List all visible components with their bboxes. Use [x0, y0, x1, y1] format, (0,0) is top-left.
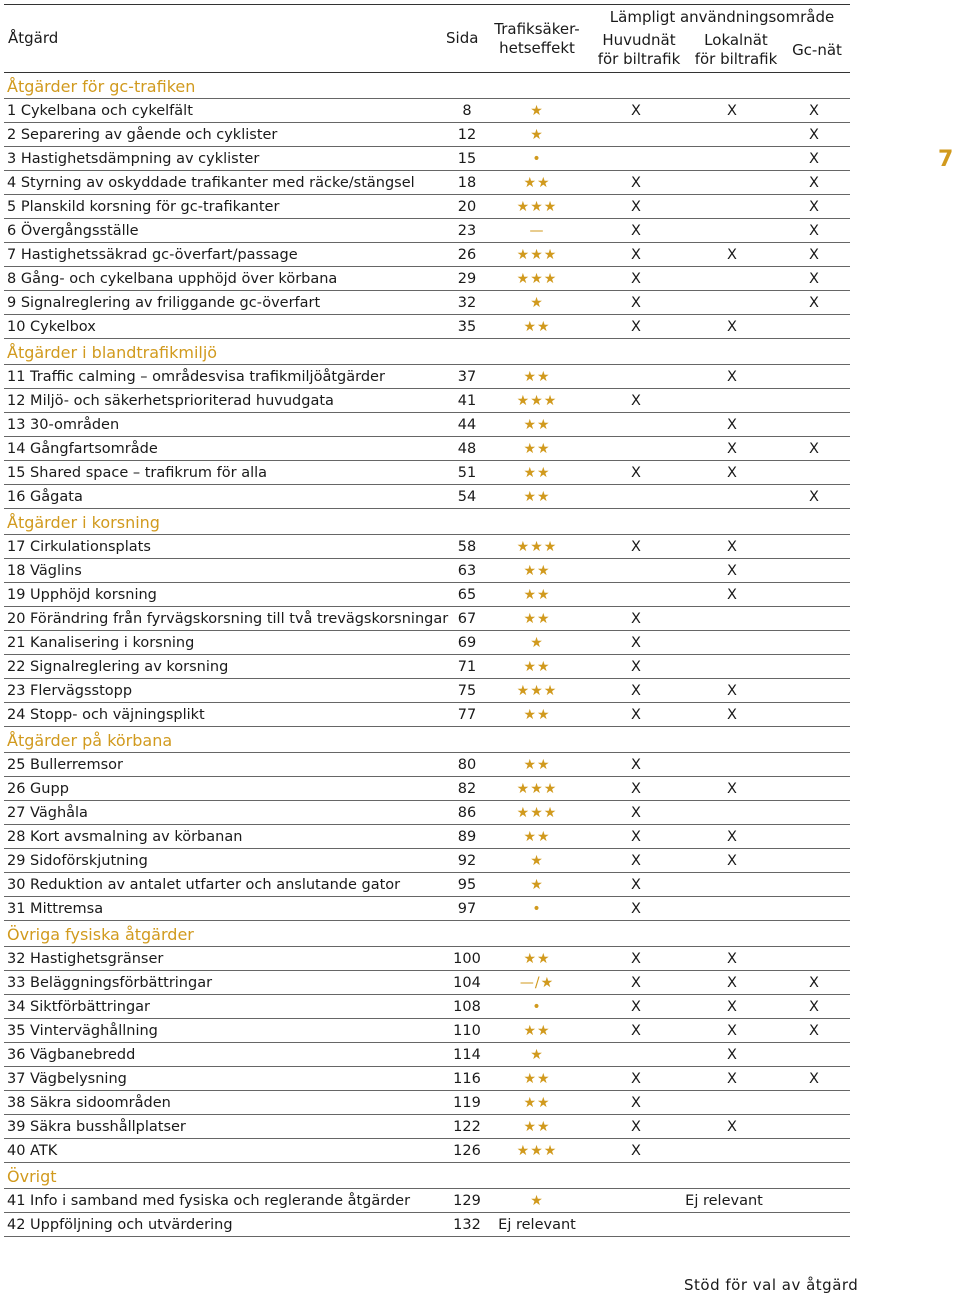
header-effekt-line2: hetseffekt — [499, 39, 575, 57]
measure-name: 33 Beläggningsförbättringar — [7, 975, 213, 991]
safety-effect-rating: ★★★ — [516, 1143, 558, 1159]
measure-name: 17 Cirkulationsplats — [7, 539, 151, 555]
page-number: 29 — [457, 271, 477, 287]
header-huvud-line2: för biltrafik — [597, 50, 681, 68]
table-row — [4, 267, 850, 291]
lokalnat-mark: X — [727, 1071, 737, 1087]
huvudnat-mark: X — [631, 853, 641, 869]
lokalnat-mark: X — [727, 781, 737, 797]
huvudnat-mark: X — [631, 805, 641, 821]
page-number: 92 — [457, 853, 477, 869]
applicability-span: Ej relevant — [685, 1193, 763, 1209]
table-row — [4, 1115, 850, 1139]
measure-name: 35 Vinterväghållning — [7, 1023, 158, 1039]
section-title: Övrigt — [7, 1167, 57, 1186]
measure-name: 1 Cykelbana och cykelfält — [7, 103, 193, 119]
measure-name: 23 Flervägsstopp — [7, 683, 133, 699]
header-group-title: Lämpligt användningsområde — [609, 8, 835, 26]
table-row — [4, 1213, 850, 1237]
measure-name: 8 Gång- och cykelbana upphöjd över körbana — [7, 271, 338, 287]
page-number: 26 — [457, 247, 477, 263]
gcnat-mark: X — [809, 127, 819, 143]
page-number: 86 — [457, 805, 477, 821]
page-number: 67 — [457, 611, 477, 627]
huvudnat-mark: X — [631, 223, 641, 239]
huvudnat-mark: X — [631, 539, 641, 555]
huvudnat-mark: X — [631, 975, 641, 991]
chapter-tab: 7 — [938, 147, 954, 172]
huvudnat-mark: X — [631, 1095, 641, 1111]
safety-effect-rating: ★★ — [523, 319, 551, 335]
table-row — [4, 679, 850, 703]
safety-effect-rating: ★ — [530, 103, 544, 119]
page-number: 89 — [457, 829, 477, 845]
safety-effect-rating: • — [532, 151, 542, 167]
safety-effect-rating: ★★ — [523, 489, 551, 505]
safety-effect-rating: ★★ — [523, 465, 551, 481]
lokalnat-mark: X — [727, 539, 737, 555]
table-row — [4, 703, 850, 727]
gcnat-mark: X — [809, 295, 819, 311]
measure-name: 32 Hastighetsgränser — [7, 951, 164, 967]
page-number: 132 — [453, 1217, 481, 1233]
huvudnat-mark: X — [631, 829, 641, 845]
measure-name: 10 Cykelbox — [7, 319, 96, 335]
measure-name: 22 Signalreglering av korsning — [7, 659, 229, 675]
safety-effect-rating: • — [532, 901, 542, 917]
page-number: 71 — [457, 659, 477, 675]
page-number: 104 — [453, 975, 481, 991]
lokalnat-mark: X — [727, 369, 737, 385]
page-number: 119 — [453, 1095, 481, 1111]
lokalnat-mark: X — [727, 441, 737, 457]
safety-effect-rating: ★ — [530, 127, 544, 143]
measure-name: 25 Bullerremsor — [7, 757, 123, 773]
huvudnat-mark: X — [631, 199, 641, 215]
lokalnat-mark: X — [727, 683, 737, 699]
huvudnat-mark: X — [631, 1023, 641, 1039]
lokalnat-mark: X — [727, 247, 737, 263]
huvudnat-mark: X — [631, 659, 641, 675]
table-body — [4, 73, 850, 1237]
gcnat-mark: X — [809, 103, 819, 119]
huvudnat-mark: X — [631, 103, 641, 119]
section-heading — [4, 73, 850, 99]
lokalnat-mark: X — [727, 951, 737, 967]
safety-effect-rating: • — [532, 999, 542, 1015]
safety-effect-rating: ★★ — [523, 611, 551, 627]
table-row — [4, 413, 850, 437]
huvudnat-mark: X — [631, 611, 641, 627]
safety-effect-rating: ★★ — [523, 1023, 551, 1039]
table-row — [4, 947, 850, 971]
lokalnat-mark: X — [727, 975, 737, 991]
table-row — [4, 801, 850, 825]
page-number: 77 — [457, 707, 477, 723]
section-title: Åtgärder på körbana — [7, 731, 173, 750]
page-number: 35 — [457, 319, 477, 335]
page-number: 97 — [457, 901, 477, 917]
safety-effect-rating: ★★★ — [516, 683, 558, 699]
safety-effect-rating: ★★ — [523, 563, 551, 579]
measure-name: 4 Styrning av oskyddade trafikanter med räcke/stängsel — [7, 175, 415, 191]
huvudnat-mark: X — [631, 175, 641, 191]
lokalnat-mark: X — [727, 417, 737, 433]
measure-name: 15 Shared space – trafikrum för alla — [7, 465, 268, 481]
gcnat-mark: X — [809, 999, 819, 1015]
table-row — [4, 1139, 850, 1163]
table-row — [4, 291, 850, 315]
table-row — [4, 825, 850, 849]
huvudnat-mark: X — [631, 295, 641, 311]
table-row — [4, 873, 850, 897]
measure-name: 31 Mittremsa — [7, 901, 104, 917]
gcnat-mark: X — [809, 223, 819, 239]
safety-effect-rating: ★★ — [523, 707, 551, 723]
page-number: 122 — [453, 1119, 481, 1135]
safety-effect-rating: ★★★ — [516, 393, 558, 409]
gcnat-mark: X — [809, 199, 819, 215]
huvudnat-mark: X — [631, 319, 641, 335]
measure-name: 2 Separering av gående och cyklister — [7, 127, 278, 143]
measure-name: 37 Vägbelysning — [7, 1071, 127, 1087]
page-number: 110 — [453, 1023, 481, 1039]
gcnat-mark: X — [809, 1071, 819, 1087]
measure-name: 19 Upphöjd korsning — [7, 587, 157, 603]
lokalnat-mark: X — [727, 1119, 737, 1135]
page-number: 20 — [457, 199, 477, 215]
gcnat-mark: X — [809, 151, 819, 167]
header-huvud-line1: Huvudnät — [602, 31, 676, 49]
safety-effect-rating: ★★ — [523, 829, 551, 845]
safety-effect-rating: ★★ — [523, 757, 551, 773]
safety-effect-rating: ★★ — [523, 175, 551, 191]
header-huvudnat — [589, 31, 689, 69]
section-title: Åtgärder för gc-trafiken — [7, 77, 196, 96]
header-lokal-line2: för biltrafik — [694, 50, 778, 68]
gcnat-mark: X — [809, 975, 819, 991]
safety-effect-rating: ★★ — [523, 587, 551, 603]
huvudnat-mark: X — [631, 1071, 641, 1087]
page-number: 48 — [457, 441, 477, 457]
table-row — [4, 123, 850, 147]
huvudnat-mark: X — [631, 393, 641, 409]
page-number: 58 — [457, 539, 477, 555]
measure-name: 29 Sidoförskjutning — [7, 853, 148, 869]
header-gcnat: Gc-nät — [792, 41, 842, 59]
measure-name: 7 Hastighetssäkrad gc-överfart/passage — [7, 247, 298, 263]
table-row — [4, 849, 850, 873]
section-heading — [4, 921, 850, 947]
measure-name: 14 Gångfartsområde — [7, 441, 158, 457]
measure-name: 9 Signalreglering av friliggande gc-överfart — [7, 295, 321, 311]
header-sida: Sida — [446, 29, 479, 47]
lokalnat-mark: X — [727, 1047, 737, 1063]
safety-effect-rating: ★★ — [523, 1119, 551, 1135]
table-row — [4, 607, 850, 631]
page-number: 108 — [453, 999, 481, 1015]
safety-effect-rating: ★★ — [523, 659, 551, 675]
table-row — [4, 1043, 850, 1067]
safety-effect-rating: ★★★ — [516, 199, 558, 215]
measure-name: 16 Gågata — [7, 489, 83, 505]
safety-effect-rating: ★★ — [523, 441, 551, 457]
table-row — [4, 583, 850, 607]
measure-name: 28 Kort avsmalning av körbanan — [7, 829, 243, 845]
table-row — [4, 777, 850, 801]
lokalnat-mark: X — [727, 563, 737, 579]
measure-name: 11 Traffic calming – områdesvisa trafikmiljöåtgärder — [7, 369, 385, 385]
page-number: 15 — [457, 151, 477, 167]
table-row — [4, 535, 850, 559]
lokalnat-mark: X — [727, 829, 737, 845]
table-row — [4, 171, 850, 195]
huvudnat-mark: X — [631, 247, 641, 263]
huvudnat-mark: X — [631, 635, 641, 651]
table-row — [4, 195, 850, 219]
page-number: 51 — [457, 465, 477, 481]
table-row — [4, 995, 850, 1019]
lokalnat-mark: X — [727, 707, 737, 723]
measure-name: 38 Säkra sidoområden — [7, 1095, 171, 1111]
safety-effect-rating: ★ — [530, 853, 544, 869]
section-heading — [4, 727, 850, 753]
measure-name: 18 Väglins — [7, 563, 82, 579]
huvudnat-mark: X — [631, 1119, 641, 1135]
huvudnat-mark: X — [631, 683, 641, 699]
measure-name: 12 Miljö- och säkerhetsprioriterad huvudgata — [7, 393, 334, 409]
header-lokalnat — [684, 31, 788, 69]
page-number: 82 — [457, 781, 477, 797]
page-number: 114 — [453, 1047, 481, 1063]
measure-name: 27 Väghåla — [7, 805, 88, 821]
lokalnat-mark: X — [727, 465, 737, 481]
gcnat-mark: X — [809, 441, 819, 457]
measure-name: 24 Stopp- och väjningsplikt — [7, 707, 205, 723]
header-effekt-line1: Trafiksäker- — [494, 20, 580, 38]
table-header — [4, 4, 850, 73]
table-row — [4, 147, 850, 171]
measure-name: 5 Planskild korsning för gc-trafikanter — [7, 199, 280, 215]
table-row — [4, 753, 850, 777]
measure-name: 39 Säkra busshållplatser — [7, 1119, 186, 1135]
huvudnat-mark: X — [631, 707, 641, 723]
header-lokal-line1: Lokalnät — [704, 31, 768, 49]
page-number: 69 — [457, 635, 477, 651]
measure-name: 20 Förändring från fyrvägskorsning till två trevägskorsningar — [7, 611, 449, 627]
section-title: Åtgärder i blandtrafikmiljö — [7, 343, 218, 362]
section-title: Åtgärder i korsning — [7, 513, 160, 532]
table-row — [4, 437, 850, 461]
page-number: 12 — [457, 127, 477, 143]
gcnat-mark: X — [809, 247, 819, 263]
huvudnat-mark: X — [631, 465, 641, 481]
measure-name: 40 ATK — [7, 1143, 58, 1159]
measure-name: 3 Hastighetsdämpning av cyklister — [7, 151, 260, 167]
safety-effect-rating: ★★ — [523, 1095, 551, 1111]
huvudnat-mark: X — [631, 999, 641, 1015]
lokalnat-mark: X — [727, 103, 737, 119]
table-row — [4, 461, 850, 485]
page-number: 65 — [457, 587, 477, 603]
table-row — [4, 897, 850, 921]
page-number: 37 — [457, 369, 477, 385]
header-trafiksakerhetseffekt — [494, 20, 580, 58]
table-row — [4, 1067, 850, 1091]
gcnat-mark: X — [809, 1023, 819, 1039]
table-row — [4, 655, 850, 679]
huvudnat-mark: X — [631, 877, 641, 893]
table-row — [4, 1091, 850, 1115]
table-row — [4, 1019, 850, 1043]
gcnat-mark: X — [809, 489, 819, 505]
page-number: 8 — [462, 103, 472, 119]
table-row — [4, 389, 850, 413]
table-row — [4, 243, 850, 267]
huvudnat-mark: X — [631, 1143, 641, 1159]
page-number: 41 — [457, 393, 477, 409]
safety-effect-rating: — — [529, 223, 545, 239]
lokalnat-mark: X — [727, 587, 737, 603]
safety-effect-rating: ★ — [530, 1047, 544, 1063]
huvudnat-mark: X — [631, 757, 641, 773]
safety-effect-rating: ★★ — [523, 1071, 551, 1087]
page-number: 116 — [453, 1071, 481, 1087]
gcnat-mark: X — [809, 271, 819, 287]
page-number: 95 — [457, 877, 477, 893]
section-title: Övriga fysiska åtgärder — [7, 925, 194, 944]
table-row — [4, 219, 850, 243]
safety-effect-rating: Ej relevant — [498, 1217, 576, 1233]
page-number: 54 — [457, 489, 477, 505]
lokalnat-mark: X — [727, 319, 737, 335]
page-number: 18 — [457, 175, 477, 191]
safety-effect-rating: ★★★ — [516, 247, 558, 263]
measure-name: 6 Övergångsställe — [7, 223, 139, 239]
safety-effect-rating: ★★ — [523, 417, 551, 433]
huvudnat-mark: X — [631, 901, 641, 917]
table-row — [4, 1189, 850, 1213]
gcnat-mark: X — [809, 175, 819, 191]
measure-name: 41 Info i samband med fysiska och reglerande åtgärder — [7, 1193, 411, 1209]
table-row — [4, 559, 850, 583]
page-number: 32 — [457, 295, 477, 311]
table-row — [4, 631, 850, 655]
section-heading — [4, 339, 850, 365]
page-number: 80 — [457, 757, 477, 773]
huvudnat-mark: X — [631, 781, 641, 797]
table-row — [4, 99, 850, 123]
huvudnat-mark: X — [631, 271, 641, 287]
safety-effect-rating: ★ — [530, 877, 544, 893]
safety-effect-rating: ★★★ — [516, 539, 558, 555]
page-number: 126 — [453, 1143, 481, 1159]
measure-name: 26 Gupp — [7, 781, 69, 797]
safety-effect-rating: —/★ — [519, 975, 555, 991]
huvudnat-mark: X — [631, 951, 641, 967]
measure-name: 36 Vägbanebredd — [7, 1047, 136, 1063]
safety-effect-rating: ★★ — [523, 951, 551, 967]
lokalnat-mark: X — [727, 1023, 737, 1039]
safety-effect-rating: ★★★ — [516, 781, 558, 797]
table-row — [4, 365, 850, 389]
safety-effect-rating: ★★ — [523, 369, 551, 385]
safety-effect-rating: ★ — [530, 295, 544, 311]
page-number: 75 — [457, 683, 477, 699]
safety-effect-rating: ★★★ — [516, 271, 558, 287]
page-footer: Stöd för val av åtgärd — [684, 1276, 859, 1294]
measure-name: 13 30-områden — [7, 417, 120, 433]
table-row — [4, 971, 850, 995]
table-row — [4, 315, 850, 339]
safety-effect-rating: ★ — [530, 1193, 544, 1209]
lokalnat-mark: X — [727, 999, 737, 1015]
safety-effect-rating: ★★★ — [516, 805, 558, 821]
page-number: 100 — [453, 951, 481, 967]
lokalnat-mark: X — [727, 853, 737, 869]
section-heading — [4, 1163, 850, 1189]
header-atgard: Åtgärd — [8, 29, 59, 47]
page-number: 23 — [457, 223, 477, 239]
page-number: 63 — [457, 563, 477, 579]
table-row — [4, 485, 850, 509]
page-number: 44 — [457, 417, 477, 433]
safety-effect-rating: ★ — [530, 635, 544, 651]
section-heading — [4, 509, 850, 535]
measure-name: 42 Uppföljning och utvärdering — [7, 1217, 233, 1233]
measure-name: 21 Kanalisering i korsning — [7, 635, 195, 651]
measure-name: 34 Siktförbättringar — [7, 999, 151, 1015]
measure-name: 30 Reduktion av antalet utfarter och anslutande gator — [7, 877, 401, 893]
page-number: 129 — [453, 1193, 481, 1209]
